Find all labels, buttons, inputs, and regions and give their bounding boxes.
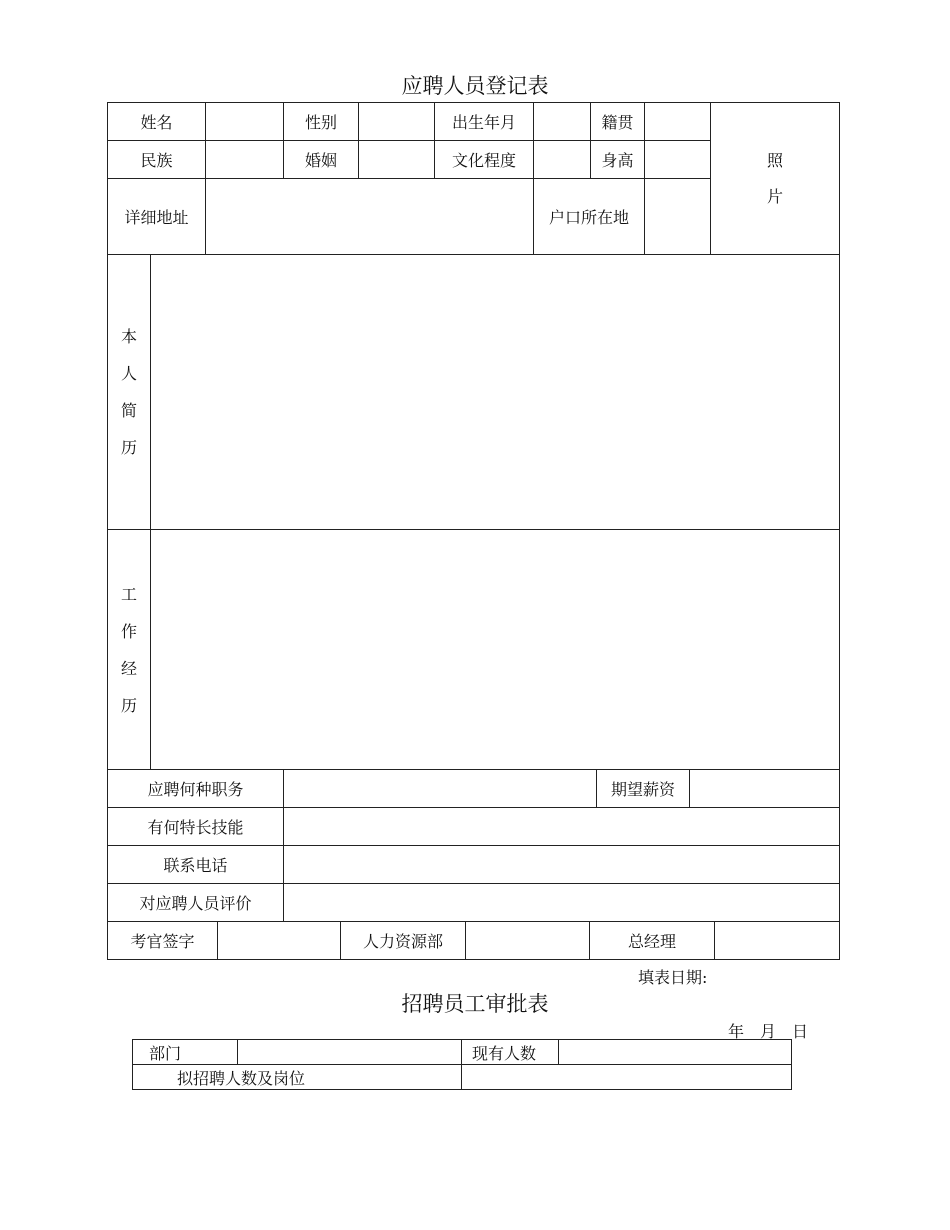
current-count-label: 现有人数 — [462, 1040, 559, 1065]
current-count-field[interactable] — [559, 1040, 792, 1065]
resume-label: 本 人 简 历 — [108, 255, 151, 530]
ethnicity-label: 民族 — [108, 141, 206, 179]
approval-date-line: 年 月 日 — [728, 1022, 809, 1041]
photo-box[interactable] — [711, 103, 840, 255]
gender-field[interactable] — [359, 103, 435, 141]
address-label: 详细地址 — [108, 179, 206, 255]
approval-form-title: 招聘员工审批表 — [401, 992, 549, 1016]
basic-info-table — [107, 102, 840, 255]
native-field[interactable] — [645, 103, 711, 141]
birth-field[interactable] — [534, 103, 591, 141]
fill-date-label: 填表日期: — [638, 968, 708, 987]
hukou-field[interactable] — [645, 179, 711, 255]
skills-field[interactable] — [284, 808, 840, 846]
photo-label: 照 片 — [766, 150, 783, 206]
salary-field[interactable] — [690, 770, 840, 808]
marriage-field[interactable] — [359, 141, 435, 179]
form-title: 应聘人员登记表 — [401, 74, 549, 98]
gender-label: 性别 — [284, 103, 359, 141]
examiner-signature-field[interactable] — [218, 922, 341, 960]
skills-label: 有何特长技能 — [108, 808, 284, 846]
name-label: 姓名 — [108, 103, 206, 141]
height-field[interactable] — [645, 141, 711, 179]
gm-signature-field[interactable] — [715, 922, 840, 960]
ethnicity-field[interactable] — [206, 141, 284, 179]
name-field[interactable] — [206, 103, 284, 141]
dept-field[interactable] — [238, 1040, 462, 1065]
planned-field[interactable] — [462, 1065, 792, 1090]
address-field[interactable] — [206, 179, 534, 255]
planned-label: 拟招聘人数及岗位 — [133, 1065, 462, 1090]
hr-label: 人力资源部 — [341, 922, 466, 960]
examiner-label: 考官签字 — [108, 922, 218, 960]
phone-field[interactable] — [284, 846, 840, 884]
birth-label: 出生年月 — [435, 103, 534, 141]
history-table — [107, 254, 840, 770]
education-field[interactable] — [534, 141, 591, 179]
evaluation-label: 对应聘人员评价 — [108, 884, 284, 922]
work-history-field[interactable] — [151, 530, 840, 770]
hukou-label: 户口所在地 — [534, 179, 645, 255]
approval-table — [132, 1039, 792, 1090]
marriage-label: 婚姻 — [284, 141, 359, 179]
native-label: 籍贯 — [591, 103, 645, 141]
height-label: 身高 — [591, 141, 645, 179]
evaluation-field[interactable] — [284, 884, 840, 922]
dept-label: 部门 — [133, 1040, 238, 1065]
gm-label: 总经理 — [590, 922, 715, 960]
hr-signature-field[interactable] — [466, 922, 590, 960]
phone-label: 联系电话 — [108, 846, 284, 884]
application-table — [107, 769, 840, 922]
work-history-label: 工 作 经 历 — [108, 530, 151, 770]
resume-field[interactable] — [151, 255, 840, 530]
education-label: 文化程度 — [435, 141, 534, 179]
salary-label: 期望薪资 — [597, 770, 690, 808]
signature-table — [107, 921, 840, 960]
position-label: 应聘何种职务 — [108, 770, 284, 808]
position-field[interactable] — [284, 770, 597, 808]
